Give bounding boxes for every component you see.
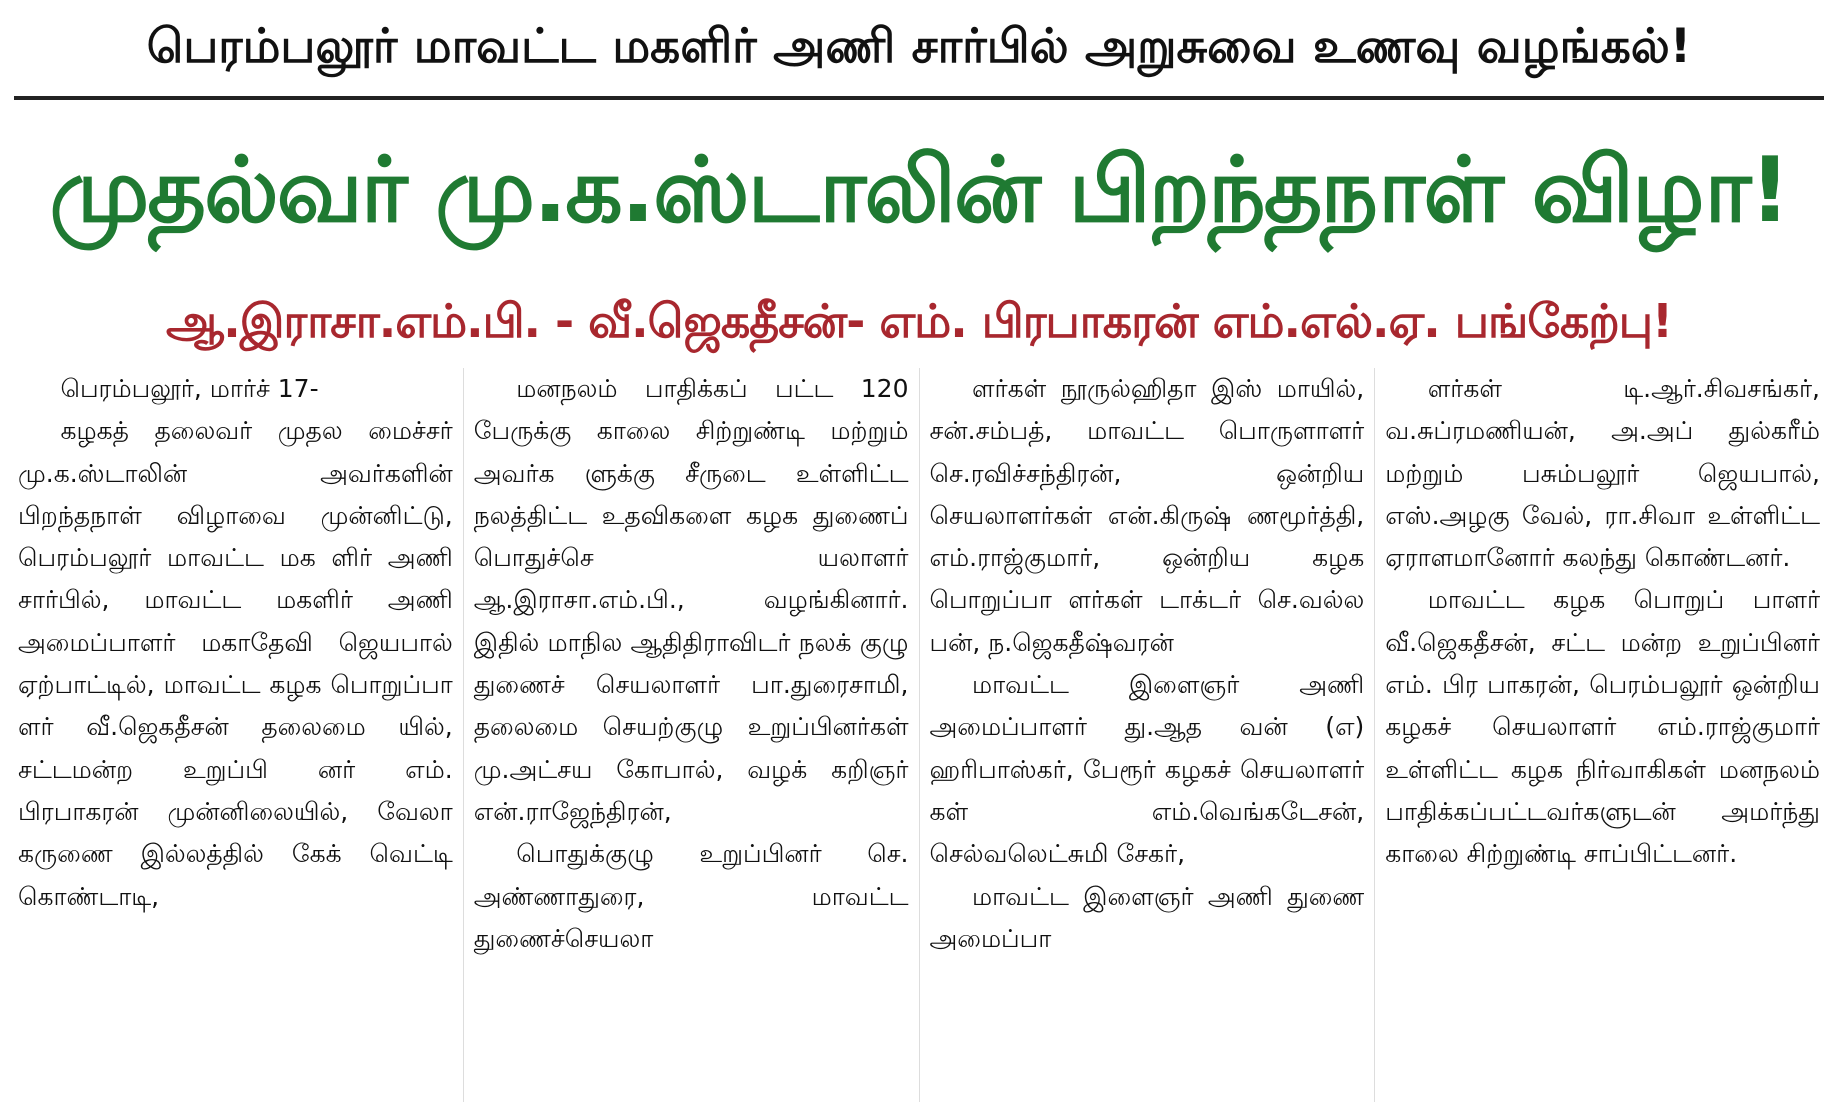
sub-headline: ஆ.இராசா.எம்.பி. - வீ.ஜெகதீசன்- எம். பிரபாகரன் எம்.எல்.ஏ. பங்கேற்பு! [166,294,1672,348]
article-paragraph: மாவட்ட இளைஞர் அணி அமைப்பாளர் து.ஆத வன் (எ) ஹரிபாஸ்கர், பேரூர் கழகச் செயலாளர் கள் எம்.வெங்கடேசன், செல்வலெட்சுமி சேகர், [929,670,1365,869]
article-paragraph: பொதுக்குழு உறுப்பினர் செ. அண்ணாதுரை, மாவட்ட துணைச்செயலா [473,839,909,953]
article-column-1 [8,368,463,1102]
kicker-divider [14,96,1824,100]
article-paragraph: ளர்கள் நூருல்ஹிதா இஸ் மாயில், சன்.சம்பத், மாவட்ட பொருளாளர் செ.ரவிச்சந்திரன், ஒன்றிய செயலாளர்கள் என்.கிருஷ் ணமூர்த்தி, எம்.ராஜ்குமார், ஒன்றிய கழக பொறுப்பா ளர்கள் டாக்டர் செ.வல்ல பன், ந.ஜெகதீஷ்வரன் [929,374,1365,657]
article-paragraph: பெரம்பலூர், மார்ச் 17- [60,374,319,403]
article-paragraph: மாவட்ட இளைஞர் அணி துணை அமைப்பா [929,881,1365,953]
article-column-2 [463,368,919,1102]
article-body [8,368,1830,1102]
kicker-headline: பெரம்பலூர் மாவட்ட மகளிர் அணி சார்பில் அறுசுவை உணவு வழங்கல்! [146,19,1692,74]
main-headline: முதல்வர் மு.க.ஸ்டாலின் பிறந்தநாள் விழா! [49,138,1789,243]
article-paragraph: கழகத் தலைவர் முதல மைச்சர் மு.க.ஸ்டாலின் அவர்களின் பிறந்தநாள் விழாவை முன்னிட்டு, பெரம்பலூர் மாவட்ட மக ளிர் அணி சார்பில், மாவட்ட மகளிர் அணி அமைப்பாளர் மகாதேவி ஜெயபால் ஏற்பாட்டில், மாவட்ட கழக பொறுப்பா ளர் வீ.ஜெகதீசன் தலைமை யில், சட்டமன்ற உறுப்பி னர் எம். பிரபாகரன் முன்னிலையில், வேலா கருணை இல்லத்தில் கேக் வெட்டி கொண்டாடி, [18,416,453,911]
article-column-4 [1374,368,1830,1102]
article-column-3 [919,368,1375,1102]
article-paragraph: மனநலம் பாதிக்கப் பட்ட 120 பேருக்கு காலை சிற்றுண்டி மற்றும் அவர்க ளுக்கு சீருடை உள்ளிட்ட நலத்திட்ட உதவிகளை கழக துணைப் பொதுச்செ யலாளர் ஆ.இராசா.எம்.பி., வழங்கினார். இதில் மாநில ஆதிதிராவிடர் நலக் குழு துணைச் செயலாளர் பா.துரைசாமி, தலைமை செயற்குழு உறுப்பினர்கள் மு.அட்சய கோபால், வழக் கறிஞர் என்.ராஜேந்திரன், [473,374,909,826]
article-paragraph: மாவட்ட கழக பொறுப் பாளர் வீ.ஜெகதீசன், சட்ட மன்ற உறுப்பினர் எம். பிர பாகரன், பெரம்பலூர் ஒன்றிய கழகச் செயலாளர் எம்.ராஜ்குமார் உள்ளிட்ட கழக நிர்வாகிகள் மனநலம் பாதிக்கப்பட்டவர்களுடன் அமர்ந்து காலை சிற்றுண்டி சாப்பிட்டனர். [1385,585,1820,869]
article-paragraph: ளர்கள் டி.ஆர்.சிவசங்கர், வ.சுப்ரமணியன், அ.அப் துல்கரீம் மற்றும் பசும்பலூர் ஜெயபால், எஸ்.அழகு வேல், ரா.சிவா உள்ளிட்ட ஏராளமானோர் கலந்து கொண்டனர். [1385,374,1820,573]
